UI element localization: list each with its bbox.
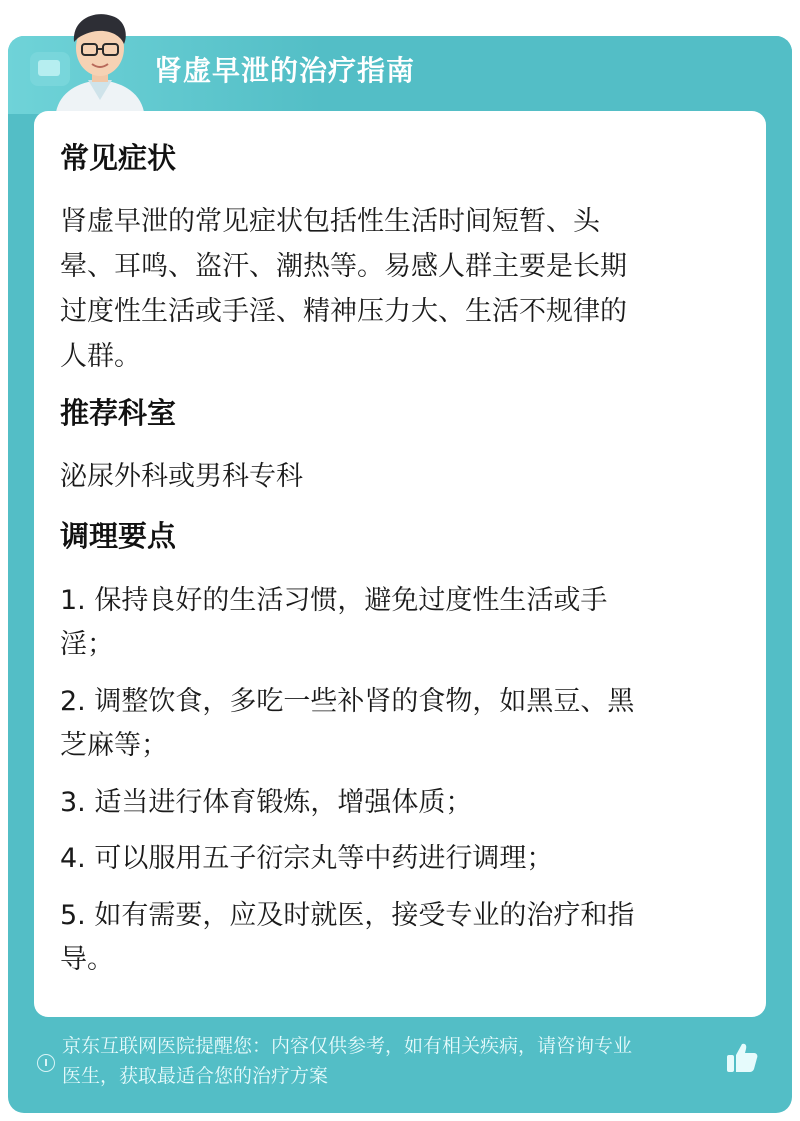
department-heading: 推荐科室	[60, 396, 177, 430]
disclaimer	[62, 1031, 732, 1091]
care-item-cont: 淫；	[60, 629, 114, 660]
department-text: 泌尿外科或男科专科	[60, 461, 303, 492]
care-item: 3. 适当进行体育锻炼，增强体质；	[60, 787, 473, 818]
symptoms-line: 肾虚早泄的常见症状包括性生活时间短暂、头	[60, 206, 600, 237]
symptoms-line: 晕、耳鸣、盗汗、潮热等。易感人群主要是长期	[60, 251, 627, 282]
thumbs-up-icon[interactable]	[724, 1040, 760, 1076]
care-item-cont: 芝麻等；	[60, 730, 168, 761]
care-item: 5. 如有需要，应及时就医，接受专业的治疗和指	[60, 900, 635, 931]
page-title: 肾虚早泄的治疗指南	[154, 54, 416, 87]
doctor-avatar-icon	[26, 8, 166, 112]
care-item: 4. 可以服用五子衍宗丸等中药进行调理；	[60, 843, 554, 874]
info-icon	[37, 1054, 55, 1072]
care-item: 2. 调整饮食，多吃一些补肾的食物，如黑豆、黑	[60, 686, 635, 717]
care-item-cont: 导。	[60, 944, 114, 975]
symptoms-line: 人群。	[60, 341, 141, 372]
care-heading: 调理要点	[60, 519, 177, 553]
care-item: 1. 保持良好的生活习惯，避免过度性生活或手	[60, 585, 608, 616]
symptoms-heading: 常见症状	[60, 141, 177, 175]
disclaimer-line: 医生，获取最适合您的治疗方案	[62, 1065, 329, 1087]
symptoms-line: 过度性生活或手淫、精神压力大、生活不规律的	[60, 296, 627, 327]
disclaimer-line: 京东互联网医院提醒您：内容仅供参考，如有相关疾病，请咨询专业	[62, 1035, 633, 1057]
